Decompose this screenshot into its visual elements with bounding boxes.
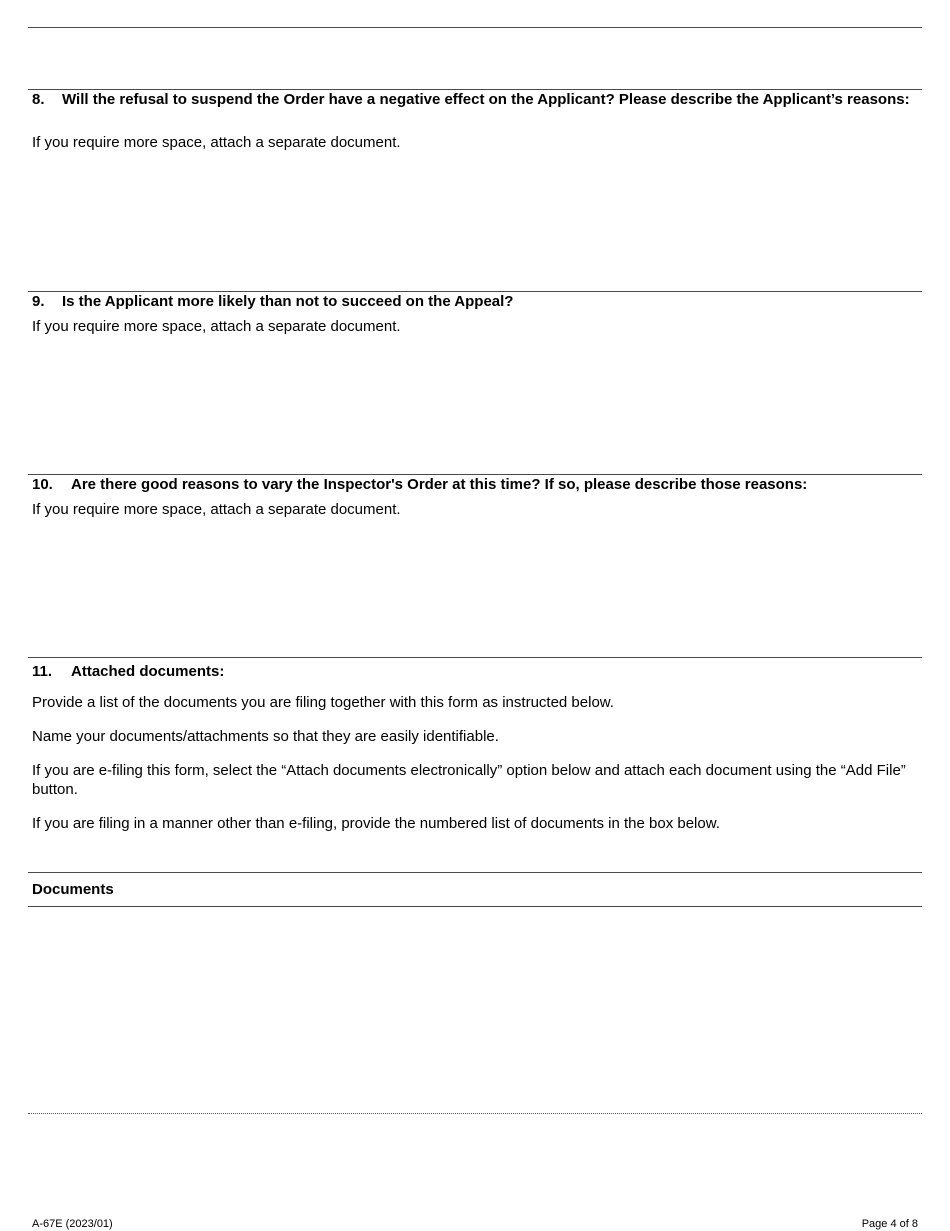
q11-number: 11. (32, 663, 53, 680)
documents-label: Documents (32, 881, 114, 898)
q11-divider (28, 657, 922, 658)
q9-title (32, 292, 912, 311)
documents-list-field[interactable] (28, 908, 922, 1112)
documents-header-divider (28, 906, 922, 907)
q10-number: 10. (32, 476, 53, 493)
q11-title (32, 662, 912, 681)
q11-instruction-1: Provide a list of the documents you are filing together with this form as instructed below. (32, 694, 614, 711)
q9-text: Is the Applicant more likely than not to succeed on the Appeal? (62, 293, 514, 310)
top-divider (28, 27, 922, 28)
q11-instruction-4: If you are filing in a manner other than e-filing, provide the numbered list of documents in the box below. (32, 815, 720, 832)
q8-text: Will the refusal to suspend the Order have a negative effect on the Applicant? Please describe the Applicant’s reasons: (62, 91, 910, 108)
q10-answer-field[interactable] (28, 522, 922, 655)
documents-bottom-divider (28, 1113, 922, 1114)
q9-note: If you require more space, attach a separate document. (32, 318, 401, 335)
form-id: A-67E (2023/01) (32, 1218, 113, 1230)
q11-instruction-3: If you are e-filing this form, select the “Attach documents electronically” option below and attach each document using the “Add File” button. (32, 762, 906, 798)
q9-answer-field[interactable] (28, 339, 922, 472)
q8-number: 8. (32, 91, 45, 108)
q10-text: Are there good reasons to vary the Inspector's Order at this time? If so, please describe those reasons: (71, 476, 808, 493)
q9-number: 9. (32, 293, 45, 310)
q11-instruction-2: Name your documents/attachments so that they are easily identifiable. (32, 728, 499, 745)
q8-title (32, 90, 912, 109)
page-number: Page 4 of 8 (861, 1218, 918, 1230)
q10-title (32, 475, 912, 494)
q8-answer-field[interactable] (28, 155, 922, 288)
q8-note: If you require more space, attach a separate document. (32, 134, 401, 151)
documents-top-divider (28, 872, 922, 873)
q10-note: If you require more space, attach a separate document. (32, 501, 401, 518)
q11-text: Attached documents: (71, 663, 225, 680)
